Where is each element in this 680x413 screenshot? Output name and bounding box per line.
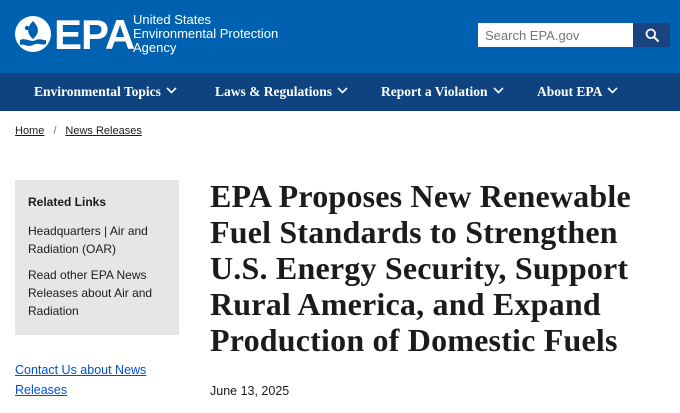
chevron-down-icon bbox=[166, 87, 177, 94]
site-header bbox=[0, 0, 680, 73]
agency-line: Agency bbox=[133, 40, 177, 55]
related-link-news-releases[interactable]: Read other EPA News Releases about Air and Radiation bbox=[28, 268, 153, 318]
epa-seal-icon bbox=[14, 15, 52, 53]
breadcrumb-news-releases[interactable]: News Releases bbox=[65, 125, 142, 137]
nav-label: Laws & Regulations bbox=[215, 84, 333, 99]
related-links-title: Related Links bbox=[28, 195, 107, 209]
search-input[interactable] bbox=[478, 23, 634, 47]
logo-wordmark: EPA bbox=[54, 11, 135, 58]
page-title: EPA Proposes New Renewable Fuel Standards to Strengthen U.S. Energy Security, Support Rural America, and Expand Production of Domestic Fuels bbox=[210, 178, 631, 358]
nav-laws-regulations[interactable] bbox=[215, 73, 348, 111]
related-link-headquarters[interactable]: Headquarters | Air and Radiation (OAR) bbox=[28, 224, 148, 256]
chevron-down-icon bbox=[607, 87, 618, 94]
breadcrumb-home[interactable]: Home bbox=[15, 125, 45, 137]
nav-label: Report a Violation bbox=[381, 84, 488, 99]
nav-environmental-topics[interactable] bbox=[34, 73, 177, 111]
release-date: June 13, 2025 bbox=[210, 384, 290, 398]
search-icon bbox=[645, 28, 659, 42]
site-search bbox=[478, 23, 670, 47]
main-nav bbox=[0, 73, 680, 111]
breadcrumb-separator: / bbox=[53, 125, 57, 137]
nav-report-violation[interactable] bbox=[381, 73, 504, 111]
chevron-down-icon bbox=[493, 87, 504, 94]
agency-line: United States bbox=[133, 12, 212, 27]
search-button[interactable] bbox=[633, 23, 670, 47]
epa-logo[interactable] bbox=[14, 11, 135, 58]
contact-us-link[interactable]: Contact Us about News Releases bbox=[15, 363, 147, 397]
related-links-box bbox=[15, 180, 179, 335]
agency-line: Environmental Protection bbox=[133, 26, 279, 41]
breadcrumb bbox=[15, 125, 142, 137]
nav-about-epa[interactable] bbox=[537, 73, 618, 111]
nav-label: About EPA bbox=[537, 84, 603, 99]
nav-label: Environmental Topics bbox=[34, 84, 161, 99]
chevron-down-icon bbox=[337, 87, 348, 94]
agency-name bbox=[133, 13, 333, 55]
